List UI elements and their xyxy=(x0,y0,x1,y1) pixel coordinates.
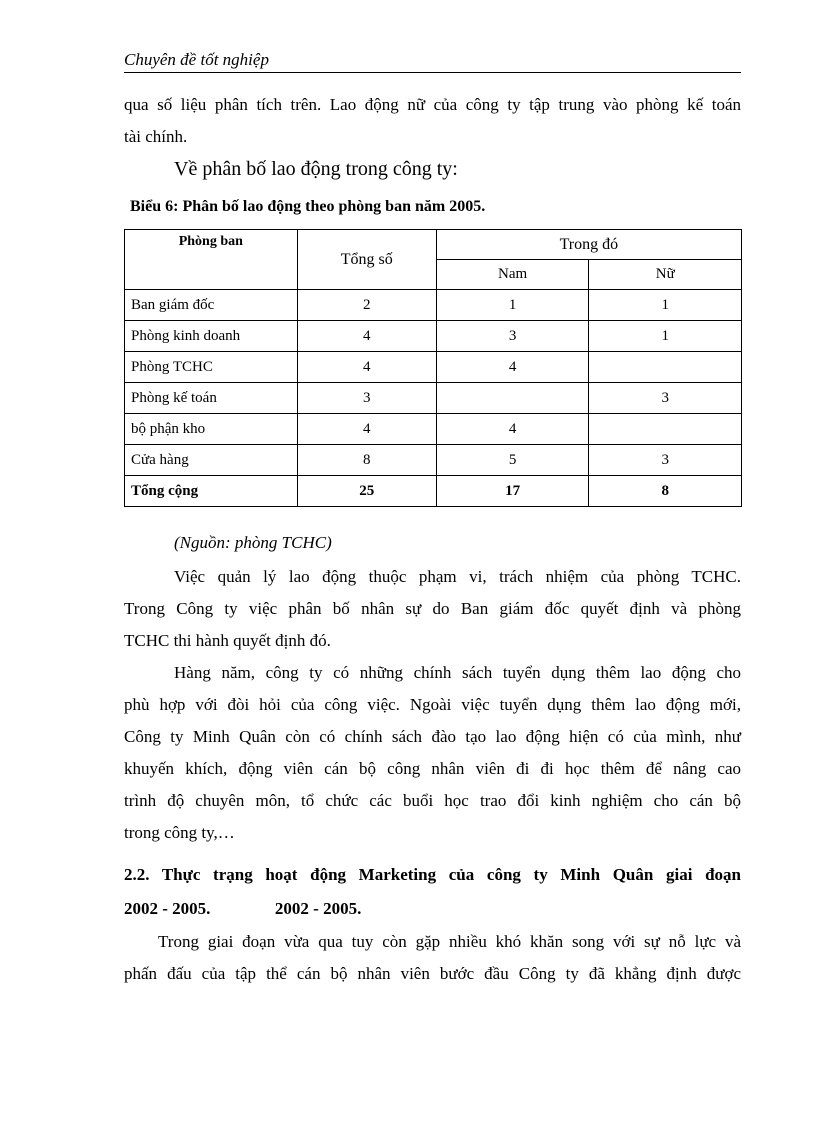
cell-department: Ban giám đốc xyxy=(125,290,298,321)
table-caption: Biểu 6: Phân bố lao động theo phòng ban năm 2005. xyxy=(130,198,486,215)
running-header: Chuyên đề tốt nghiệp xyxy=(124,50,269,69)
cell-male: 1 xyxy=(436,290,589,321)
table-row xyxy=(125,352,742,383)
section-line-2 xyxy=(124,892,741,926)
cell-total: 3 xyxy=(297,383,436,414)
cell-female xyxy=(589,352,742,383)
cell-total: 8 xyxy=(297,445,436,476)
cell-department: bộ phận kho xyxy=(125,414,298,445)
intro-line-1: qua số liệu phân tích trên. Lao động nữ của công ty tập trung vào phòng kế toán xyxy=(124,95,741,114)
para1-line-1: Việc quản lý lao động thuộc phạm vi, trách nhiệm của phòng TCHC. xyxy=(174,567,741,586)
cell-male xyxy=(436,383,589,414)
section-heading xyxy=(124,858,741,926)
cell-female: 3 xyxy=(589,383,742,414)
cell-male: 3 xyxy=(436,321,589,352)
para2-line-5: trình độ chuyên môn, tổ chức các buổi học trao đổi kinh nghiệm cho cán bộ xyxy=(124,791,741,810)
table-row xyxy=(125,414,742,445)
cell-total-female: 8 xyxy=(589,476,742,507)
table-row xyxy=(125,445,742,476)
cell-female xyxy=(589,414,742,445)
para1-line-2: Trong Công ty việc phân bố nhân sự do Ban giám đốc quyết định và phòng xyxy=(124,599,741,618)
para1-line-3: TCHC thi hành quyết định đó. xyxy=(124,631,331,650)
section-period-b: 2002 - 2005. xyxy=(274,899,362,918)
cell-total: 4 xyxy=(297,321,436,352)
cell-female: 1 xyxy=(589,290,742,321)
section-line-1: 2.2. Thực trạng hoạt động Marketing của công ty Minh Quân giai đoạn xyxy=(124,865,741,884)
distribution-table xyxy=(124,229,742,507)
table-source: (Nguồn: phòng TCHC) xyxy=(174,533,332,552)
header-department: Phòng ban xyxy=(125,230,298,290)
cell-total: 4 xyxy=(297,414,436,445)
paragraph-marketing xyxy=(124,926,741,990)
intro-line-2: tài chính. xyxy=(124,127,188,146)
section-period-a: 2002 - 2005. xyxy=(124,899,211,918)
cell-total-label: Tổng cộng xyxy=(125,476,298,507)
cell-total-male: 17 xyxy=(436,476,589,507)
cell-male: 4 xyxy=(436,352,589,383)
cell-department: Cửa hàng xyxy=(125,445,298,476)
table-row xyxy=(125,290,742,321)
cell-total: 4 xyxy=(297,352,436,383)
cell-department: Phòng kế toán xyxy=(125,383,298,414)
para2-line-2: phù hợp với đòi hỏi của công việc. Ngoài việc tuyển dụng thêm lao động mới, xyxy=(124,695,741,714)
para3-line-1: Trong giai đoạn vừa qua tuy còn gặp nhiều khó khăn song với sự nỗ lực và xyxy=(158,932,741,951)
cell-department: Phòng kinh doanh xyxy=(125,321,298,352)
subheading: Về phân bố lao động trong công ty: xyxy=(174,158,458,180)
cell-female: 3 xyxy=(589,445,742,476)
table-row xyxy=(125,321,742,352)
para2-line-1: Hàng năm, công ty có những chính sách tuyển dụng thêm lao động cho xyxy=(174,663,741,682)
cell-total: 2 xyxy=(297,290,436,321)
cell-male: 5 xyxy=(436,445,589,476)
cell-total-sum: 25 xyxy=(297,476,436,507)
header-total: Tổng số xyxy=(297,230,436,290)
para3-line-2: phấn đấu của tập thể cán bộ nhân viên bước đầu Công ty đã khẳng định được xyxy=(124,964,741,983)
cell-male: 4 xyxy=(436,414,589,445)
header-rule xyxy=(124,72,741,73)
table-row xyxy=(125,383,742,414)
table-total-row xyxy=(125,476,742,507)
paragraph-recruitment xyxy=(124,657,741,849)
cell-female: 1 xyxy=(589,321,742,352)
header-male: Nam xyxy=(436,260,589,290)
para2-line-4: khuyến khích, động viên cán bộ công nhân viên đi đi học thêm để nâng cao xyxy=(124,759,741,778)
intro-paragraph xyxy=(124,89,741,153)
para2-line-6: trong công ty,… xyxy=(124,823,235,842)
para2-line-3: Công ty Minh Quân còn có chính sách đào tạo lao động hiện có của mình, như xyxy=(124,727,741,746)
header-female: Nữ xyxy=(589,260,742,290)
cell-department: Phòng TCHC xyxy=(125,352,298,383)
header-of-which: Trong đó xyxy=(436,230,741,260)
paragraph-management xyxy=(124,561,741,657)
